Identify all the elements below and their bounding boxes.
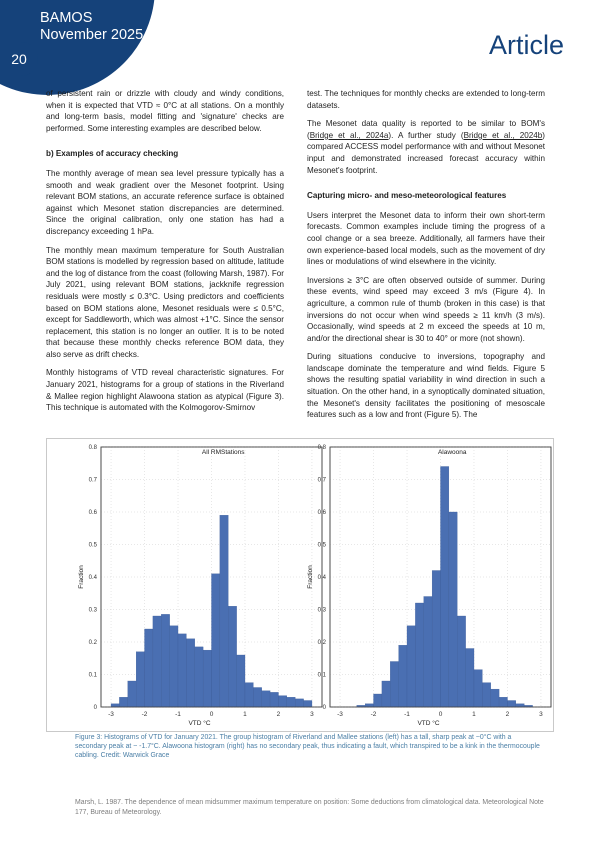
histogram-bar (382, 681, 390, 707)
x-tick-label: -3 (337, 711, 343, 718)
y-tick-label: 0.5 (317, 542, 326, 549)
histogram-bar (278, 696, 286, 707)
y-axis-label: Fraction (307, 565, 314, 589)
histogram-bar (262, 691, 270, 707)
x-tick-label: -1 (175, 711, 181, 718)
x-tick-label: -1 (404, 711, 410, 718)
paragraph: The monthly average of mean sea level pressure typically has a smooth and weak gradient over the Mesonet footprint. Using relevant BOM stations, an accurate reference surface is obtained against which Mesonet station discrepancies are determined. Since the original calibration, only one station has had a discrepancy exceeding 1 hPa. (46, 168, 284, 236)
histogram-bar (415, 603, 423, 707)
histogram-bar (119, 697, 127, 707)
histogram-bar (270, 692, 278, 707)
histogram-bar (399, 645, 407, 707)
histogram-bar (441, 467, 449, 708)
y-tick-label: 0 (93, 705, 97, 711)
histogram-bar (178, 634, 186, 707)
histogram-bar (466, 649, 474, 708)
y-tick-label: 0.4 (317, 575, 326, 581)
histogram-bar (457, 616, 465, 707)
chart-title: Alawoona (437, 449, 467, 456)
journal-issue: November 2025 (40, 27, 144, 43)
histogram-bar (516, 704, 524, 707)
x-tick-label: -2 (370, 711, 377, 718)
y-tick-label: 0.6 (88, 510, 97, 516)
figure-3 (46, 438, 554, 732)
x-axis-label: VTD °C (188, 720, 211, 727)
histogram-bar (203, 650, 211, 707)
histogram-bar (237, 655, 245, 707)
x-tick-label: -2 (141, 711, 148, 718)
histogram-bar (474, 670, 482, 707)
histogram-bar (287, 697, 295, 707)
histogram-bar (186, 639, 194, 707)
histogram-bar (482, 683, 490, 707)
text: ) compared ACCESS model performance with and without Mesonet input and demonstrated increased forecast accuracy within Mesonet's footprint. (307, 130, 545, 175)
histogram-bar (390, 662, 398, 708)
histogram-figure (47, 439, 555, 733)
histogram-bar (212, 574, 220, 707)
y-tick-label: 0.2 (317, 640, 326, 646)
histogram-bar (195, 647, 203, 707)
y-tick-label: 0.5 (88, 542, 97, 549)
histogram-bar (161, 614, 169, 707)
x-tick-label: -3 (108, 711, 114, 718)
left-column (46, 88, 284, 421)
histogram-bar (111, 704, 119, 707)
x-tick-label: 0 (438, 711, 443, 718)
histogram-bar (145, 629, 153, 707)
histogram-bar (245, 683, 253, 707)
right-column (307, 88, 545, 428)
paragraph: of persistent rain or drizzle with cloudy and windy conditions, when it is expected that VTD ≈ 0°C at all stations. On a monthly and long-term basis, model fitting and 'signature' checks are performed. Some interesting examples are described below. (46, 89, 284, 133)
citation-link-bridge-2024a[interactable]: Bridge et al., 2024a (309, 130, 389, 140)
y-tick-label: 0.1 (317, 672, 326, 679)
histogram-bar (374, 694, 382, 707)
histogram-bar (365, 704, 373, 707)
histogram-bar (295, 699, 303, 707)
histogram-bar (499, 697, 507, 707)
journal-title (40, 10, 143, 44)
y-tick-label: 0.6 (317, 510, 326, 516)
y-tick-label: 0.8 (88, 445, 97, 451)
x-axis-label: VTD °C (417, 720, 440, 727)
section-title: Article (488, 30, 564, 60)
reference-entry: Marsh, L. 1987. The dependence of mean midsummer maximum temperature on position: Some deductions from climatological data. Meteorological Note 177, Bureau of Meteorology. (75, 799, 544, 816)
chart-title: All RMStations (201, 449, 245, 456)
histogram-bar (304, 701, 312, 708)
y-tick-label: 0 (322, 705, 326, 711)
y-tick-label: 0.3 (317, 607, 326, 614)
histogram-bar (170, 626, 178, 707)
y-tick-label: 0.7 (317, 477, 326, 484)
subheading-micro-meso-features: Capturing micro- and meso-meteorological features (307, 191, 507, 201)
histogram-bar (220, 515, 228, 707)
paragraph: During situations conducive to inversions, topography and landscape dominate the temperature and wind fields. Figure 5 shows the resulting spatial variability in wind direction in such a situation. On the other hand, in a synoptically dominated situation, the Mesonet's density facilitates the positioning of mesoscale features such as a low and front (Figure 5). The (307, 352, 545, 420)
histogram-bar (407, 626, 415, 707)
citation-link-bridge-2024b[interactable]: Bridge et al., 2024b (463, 130, 543, 140)
y-tick-label: 0.3 (88, 607, 97, 614)
subheading-accuracy-checking: b) Examples of accuracy checking (46, 149, 179, 159)
paragraph-with-citations (307, 118, 545, 176)
y-axis-label: Fraction (78, 565, 85, 589)
y-tick-label: 0.7 (88, 477, 97, 484)
figure-caption: Figure 3: Histograms of VTD for January 2021. The group histogram of Riverland and Mallee stations (left) has a tall, sharp peak at ~0°C with a secondary peak at ~ -1.7°C. Alawoona histogram (right) has no secondary peak, thus indicating a fault, which transpired to be a kink in the thermocouple cabling. Credit: Warwick Grace (75, 734, 540, 760)
x-tick-label: 2 (276, 711, 281, 718)
x-tick-label: 1 (243, 711, 247, 718)
x-tick-label: 1 (472, 711, 476, 718)
y-tick-label: 0.1 (88, 672, 97, 679)
histogram-bar (228, 606, 236, 707)
histogram-bar (128, 681, 136, 707)
x-tick-label: 0 (209, 711, 214, 718)
histogram-bar (424, 597, 432, 708)
y-tick-label: 0.4 (88, 575, 97, 581)
x-tick-label: 3 (310, 711, 314, 718)
page-number: 20 (0, 42, 38, 76)
journal-name: BAMOS (40, 10, 93, 26)
y-tick-label: 0.8 (317, 445, 326, 451)
y-tick-label: 0.2 (88, 640, 97, 646)
histogram-bar (491, 689, 499, 707)
paragraph: Inversions ≥ 3°C are often observed outside of summer. During these events, wind speed may exceed 3 m/s (Figure 4). In agriculture, a common rule of thumb (broken in this case) is that inversions do not occur when wind speeds ≥ 11 km/h (3 m/s). Occasionally, wind speeds at 2 m exceed the speeds at 10 m, and/or the directional shear is 30 to 40° or more (not shown). (307, 275, 545, 343)
histogram-bar (432, 571, 440, 708)
x-tick-label: 3 (539, 711, 543, 718)
histogram-bar (507, 701, 515, 708)
text: The Mesonet data quality is reported to be similar to BOM's ( (307, 119, 545, 140)
paragraph: Users interpret the Mesonet data to inform their own short-term forecasts. Common examples include timing the progress of a cool change or a sea breeze. Additionally, all farmers have their own experience-based local models, such as the movement of dry lines or modulations of wind elsewhere in the vicinity. (307, 210, 545, 267)
histogram-bar (253, 688, 261, 708)
histogram-bar (153, 616, 161, 707)
text: ). A further study ( (388, 130, 464, 140)
paragraph: test. The techniques for monthly checks are extended to long-term datasets. (307, 89, 545, 110)
x-tick-label: 2 (505, 711, 510, 718)
histogram-bar (136, 652, 144, 707)
histogram-bar (449, 512, 457, 707)
paragraph: Monthly histograms of VTD reveal characteristic signatures. For January 2021, histograms for a group of stations in the Riverland & Mallee region highlight Alawoona station as atypical (Figure 3). This technique is automated with the Kolmogorov-Smirnov (46, 368, 284, 413)
paragraph: The monthly mean maximum temperature for South Australian BOM stations is modelled by regression based on altitude, latitude and the log of distance from the coast (following Marsh, 1987). For July 2021, using relevant BOM stations, jackknife regression residuals were mostly ≤ 0.3°C. Using predictors and coefficients based on BOM stations alone, Mesonet residuals were ≤ 0.5°C, except for Saddleworth, which was almost +1°C. Since the sensor replacement, this station is no longer an outlier. It is to be noted that because these monthly checks reference BOM data, they also serve as drift checks. (46, 245, 284, 359)
